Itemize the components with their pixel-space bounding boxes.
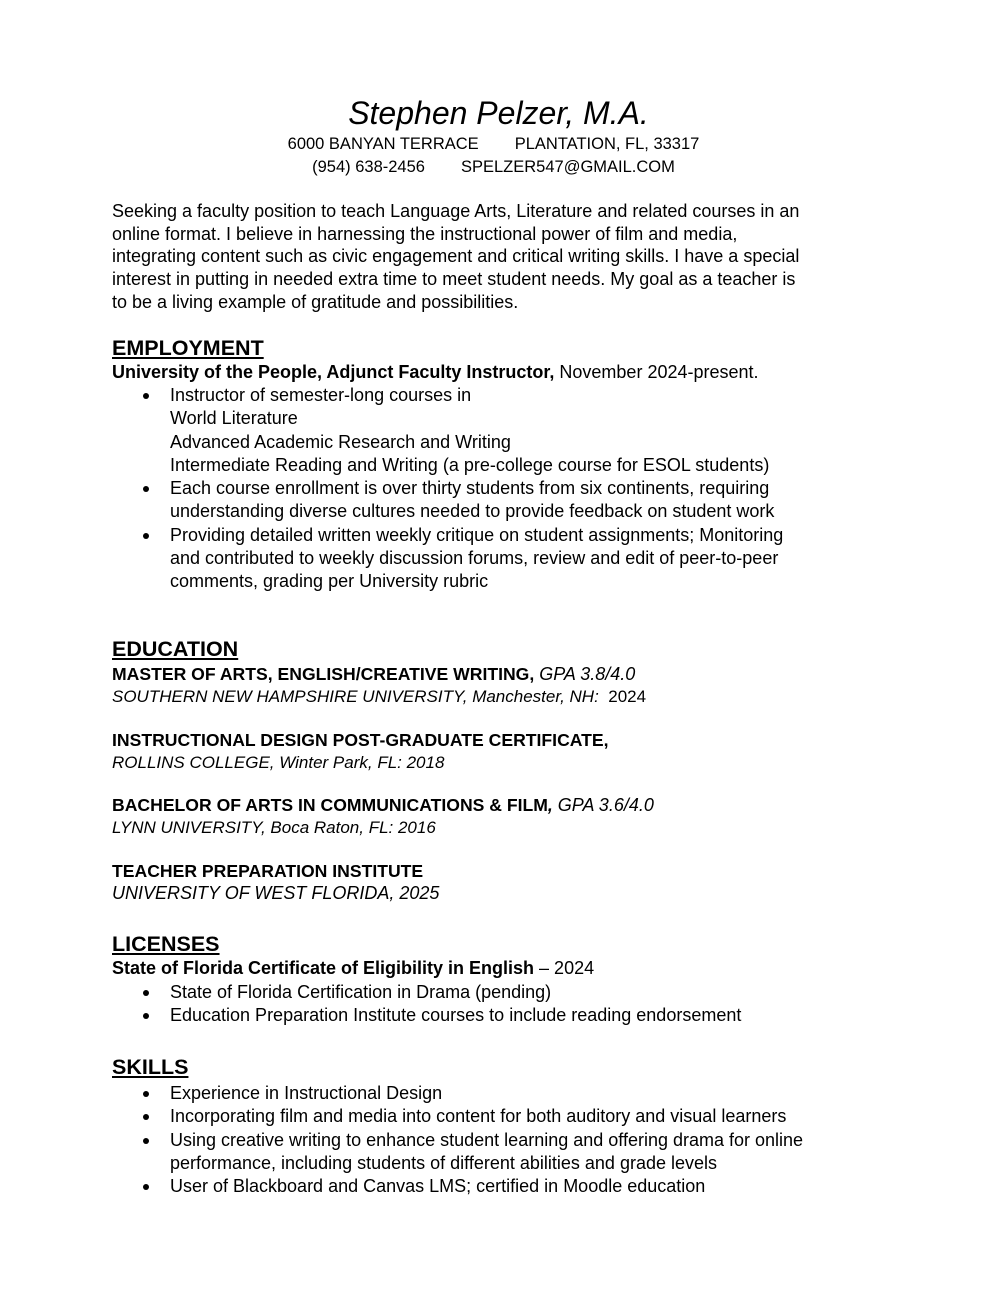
degree-gpa: GPA 3.8/4.0 bbox=[534, 664, 636, 684]
institution: SOUTHERN NEW HAMPSHIRE UNIVERSITY, Manchester, NH: bbox=[112, 687, 599, 706]
candidate-name: Stephen Pelzer, M.A. bbox=[348, 95, 649, 131]
email-address[interactable]: SPELZER547@GMAIL.COM bbox=[460, 158, 675, 176]
license-primary-line bbox=[112, 957, 594, 980]
license-year: – 2024 bbox=[534, 958, 595, 978]
phone-number: (954) 638-2456 bbox=[312, 158, 425, 176]
bullet-text: understanding diverse cultures needed to provide feedback on student work bbox=[170, 501, 775, 522]
licenses-heading: LICENSES bbox=[112, 932, 220, 956]
bullet-text: performance, including students of different abilities and grade levels bbox=[170, 1152, 717, 1173]
degree-title: MASTER OF ARTS, ENGLISH/CREATIVE WRITING, bbox=[112, 664, 535, 684]
bullet-text: Providing detailed written weekly critique on student assignments; Monitoring bbox=[170, 524, 784, 545]
bullet-text: State of Florida Certification in Drama (pending) bbox=[170, 982, 552, 1002]
course-name: World Literature bbox=[170, 408, 298, 429]
list-item bbox=[112, 384, 783, 477]
institution: ROLLINS COLLEGE, Winter Park, FL: 2018 bbox=[112, 753, 445, 772]
employer-title: University of the People, Adjunct Faculty Instructor, bbox=[112, 362, 555, 382]
street-address: 6000 BANYAN TERRACE bbox=[287, 135, 479, 153]
list-item bbox=[112, 1105, 803, 1128]
city-state-zip: PLANTATION, FL, 33317 bbox=[514, 135, 700, 153]
job-dates: November 2024-present. bbox=[554, 362, 759, 382]
institution-line bbox=[112, 882, 439, 905]
bullet-text: Instructor of semester-long courses in bbox=[170, 385, 472, 405]
objective-line: Seeking a faculty position to teach Language Arts, Literature and related courses in an bbox=[112, 201, 800, 221]
degree-title-line bbox=[112, 729, 609, 752]
course-name: Advanced Academic Research and Writing bbox=[170, 431, 511, 452]
list-item bbox=[112, 1004, 741, 1027]
degree-title-line bbox=[112, 663, 635, 686]
bullet-icon bbox=[143, 1138, 149, 1144]
bullet-icon bbox=[143, 1184, 149, 1190]
bullet-icon bbox=[143, 990, 149, 996]
bullet-text: Using creative writing to enhance student learning and offering drama for online bbox=[170, 1129, 804, 1150]
bullet-text: and contributed to weekly discussion forums, review and edit of peer-to-peer bbox=[170, 548, 779, 569]
institution-line bbox=[112, 816, 436, 840]
objective-line: online format. I believe in harnessing the instructional power of film and media, bbox=[112, 223, 738, 244]
bullet-icon bbox=[143, 533, 149, 539]
institution: LYNN UNIVERSITY, Boca Raton, FL: 2016 bbox=[112, 818, 436, 837]
bullet-icon bbox=[143, 1013, 149, 1019]
degree-title: INSTRUCTIONAL DESIGN POST-GRADUATE CERTIFICATE, bbox=[112, 730, 609, 750]
bullet-text: Education Preparation Institute courses to include reading endorsement bbox=[170, 1005, 742, 1026]
bullet-text: User of Blackboard and Canvas LMS; certified in Moodle education bbox=[170, 1176, 706, 1197]
phone-email-line bbox=[0, 156, 987, 178]
list-item bbox=[112, 524, 783, 594]
address-line bbox=[0, 133, 987, 155]
course-name: Intermediate Reading and Writing (a pre-college course for ESOL students) bbox=[170, 454, 770, 475]
job-title-line bbox=[112, 361, 759, 384]
bullet-text: Incorporating film and media into content for both auditory and visual learners bbox=[170, 1106, 787, 1127]
skills-bullets bbox=[112, 1082, 803, 1198]
bullet-text: comments, grading per University rubric bbox=[170, 571, 489, 592]
list-item bbox=[112, 1175, 803, 1198]
employment-heading: EMPLOYMENT bbox=[112, 336, 264, 360]
degree-title-comma: , bbox=[547, 795, 553, 815]
employment-bullets bbox=[112, 384, 783, 594]
objective-line: integrating content such as civic engagement and critical writing skills. I have a special bbox=[112, 246, 800, 267]
objective-paragraph bbox=[112, 200, 799, 314]
objective-line: interest in putting in needed extra time to meet student needs. My goal as a teacher is bbox=[112, 269, 796, 290]
institution: UNIVERSITY OF WEST FLORIDA, 2025 bbox=[112, 883, 440, 903]
bullet-icon bbox=[143, 1114, 149, 1120]
degree-title-line bbox=[112, 860, 423, 883]
bullet-text: Each course enrollment is over thirty students from six continents, requiring bbox=[170, 478, 770, 499]
institution-line bbox=[112, 685, 646, 709]
bullet-icon bbox=[143, 1091, 149, 1097]
list-item bbox=[112, 1129, 803, 1176]
degree-gpa: GPA 3.6/4.0 bbox=[552, 795, 654, 815]
bullet-text: Experience in Instructional Design bbox=[170, 1083, 443, 1103]
degree-title: TEACHER PREPARATION INSTITUTE bbox=[112, 861, 424, 881]
institution-line bbox=[112, 751, 444, 775]
list-item bbox=[112, 477, 783, 524]
degree-title-line bbox=[112, 794, 654, 817]
objective-line: to be a living example of gratitude and possibilities. bbox=[112, 291, 519, 312]
list-item bbox=[112, 1082, 803, 1105]
skills-heading: SKILLS bbox=[112, 1055, 189, 1079]
license-bullets bbox=[112, 981, 741, 1028]
bullet-icon bbox=[143, 486, 149, 492]
bullet-icon bbox=[143, 393, 149, 399]
license-name: State of Florida Certificate of Eligibility in English bbox=[112, 958, 535, 978]
graduation-year: 2024 bbox=[598, 687, 647, 706]
degree-title: BACHELOR OF ARTS IN COMMUNICATIONS & FILM bbox=[112, 795, 548, 815]
list-item bbox=[112, 981, 741, 1004]
education-heading: EDUCATION bbox=[112, 637, 239, 661]
